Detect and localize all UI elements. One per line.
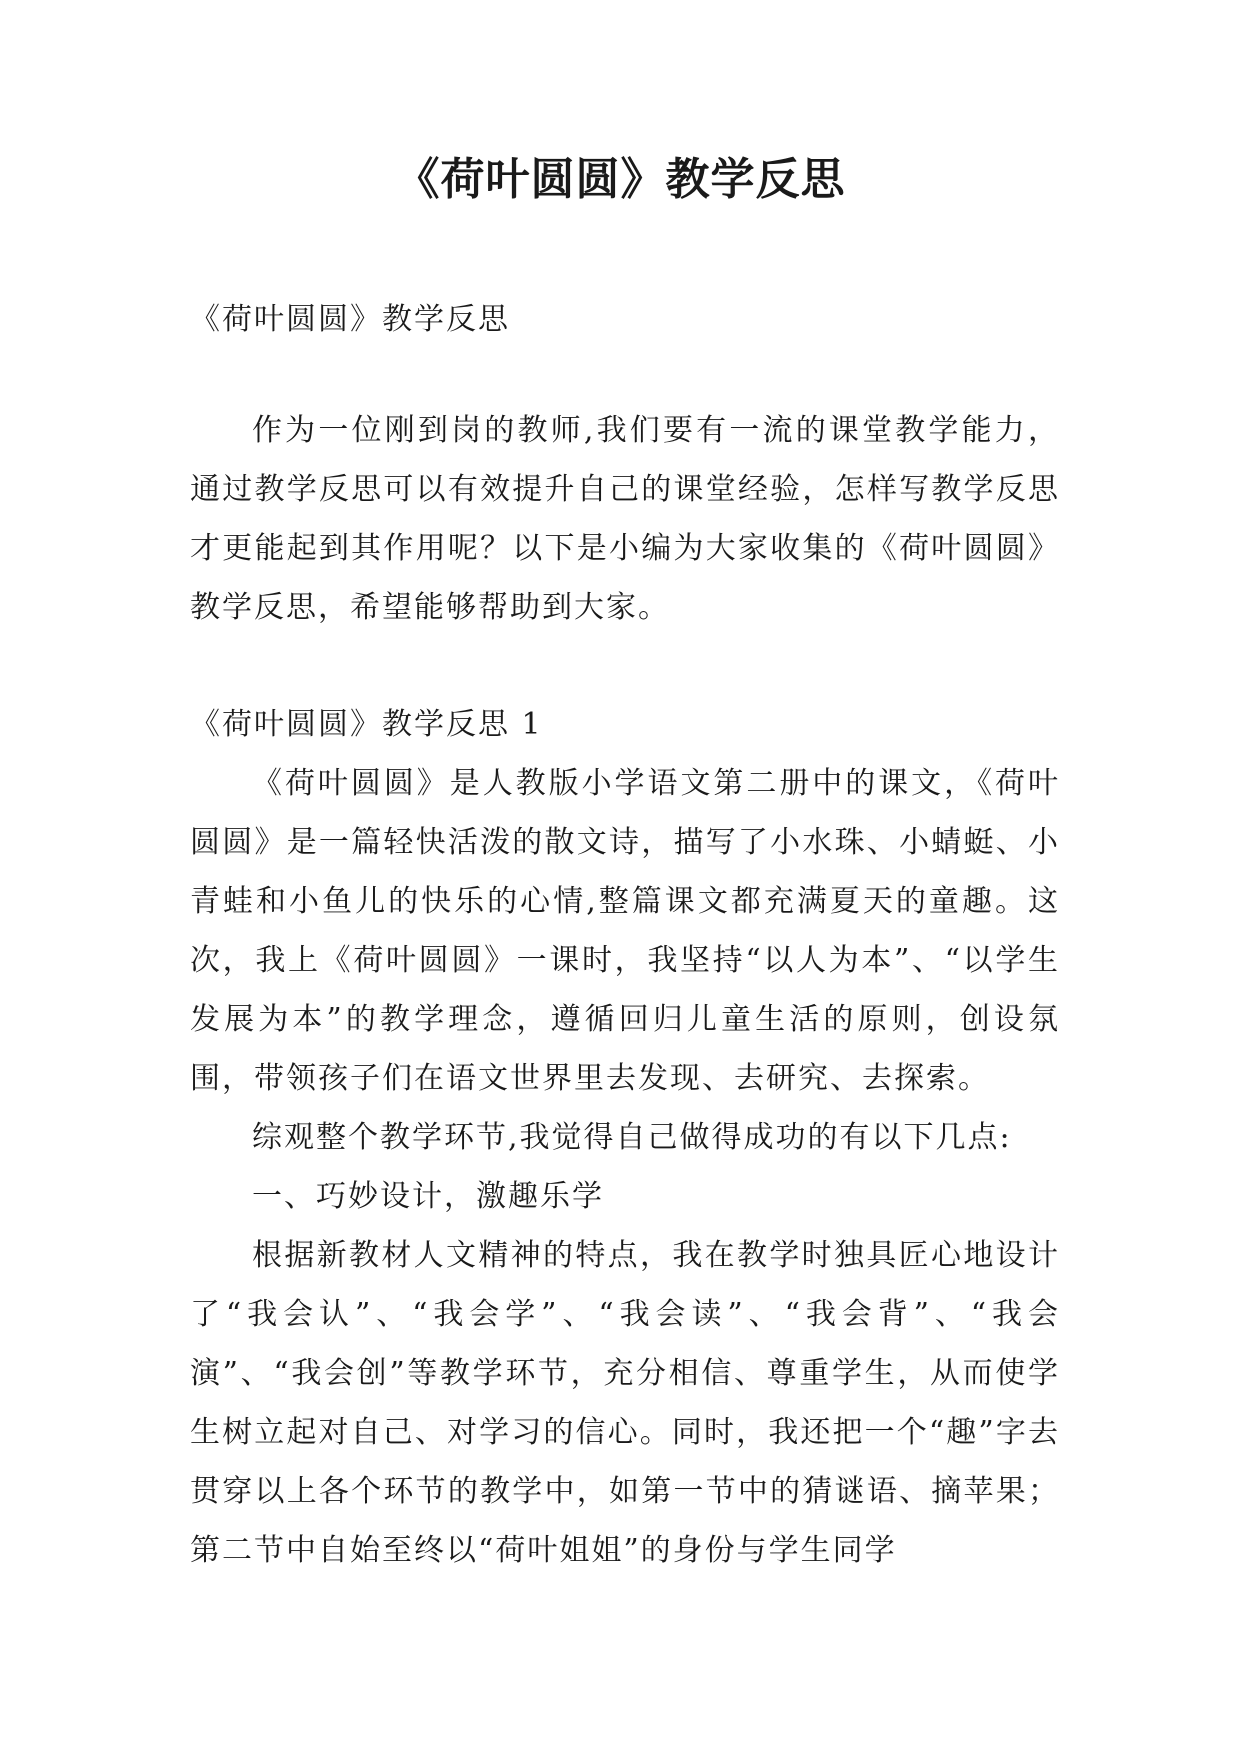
section-subheading: 一、巧妙设计，激趣乐学 xyxy=(252,1179,604,1214)
intro-paragraph: 作为一位刚到岗的教师,我们要有一流的课堂教学能力，通过教学反思可以有效提升自己的课堂经验，怎样写教学反思才更能起到其作用呢？以下是小编为大家收集的《荷叶圆圆》教学反思，希望能够帮助到大家。 xyxy=(190,413,1060,625)
section-paragraph: 根据新教材人文精神的特点，我在教学时独具匠心地设计了“我会认”、“我会学”、“我会读”、“我会背”、“我会演”、“我会创”等教学环节，充分相信、尊重学生，从而使学生树立起对自己、对学习的信心。同时，我还把一个“趣”字去贯穿以上各个环节的教学中，如第一节中的猜谜语、摘苹果；第二节中自始至终以“荷叶姐姐”的身份与学生同学 xyxy=(190,1238,1060,1568)
section-heading: 《荷叶圆圆》教学反思 1 xyxy=(190,707,543,742)
intro-block xyxy=(190,401,1060,637)
section-paragraph: 综观整个教学环节,我觉得自己做得成功的有以下几点: xyxy=(252,1120,1012,1155)
document-subtitle: 《荷叶圆圆》教学反思 xyxy=(190,302,510,337)
document-title: 《荷叶圆圆》教学反思 xyxy=(395,154,846,205)
section-1 xyxy=(190,695,1060,1580)
section-paragraph: 《荷叶圆圆》是人教版小学语文第二册中的课文，《荷叶圆圆》是一篇轻快活泼的散文诗，描写了小水珠、小蜻蜓、小青蛙和小鱼儿的快乐的心情,整篇课文都充满夏天的童趣。这次，我上《荷叶圆圆》一课时，我坚持“以人为本”、“以学生发展为本”的教学理念，遵循回归儿童生活的原则，创设氛围，带领孩子们在语文世界里去发现、去研究、去探索。 xyxy=(190,766,1060,1096)
